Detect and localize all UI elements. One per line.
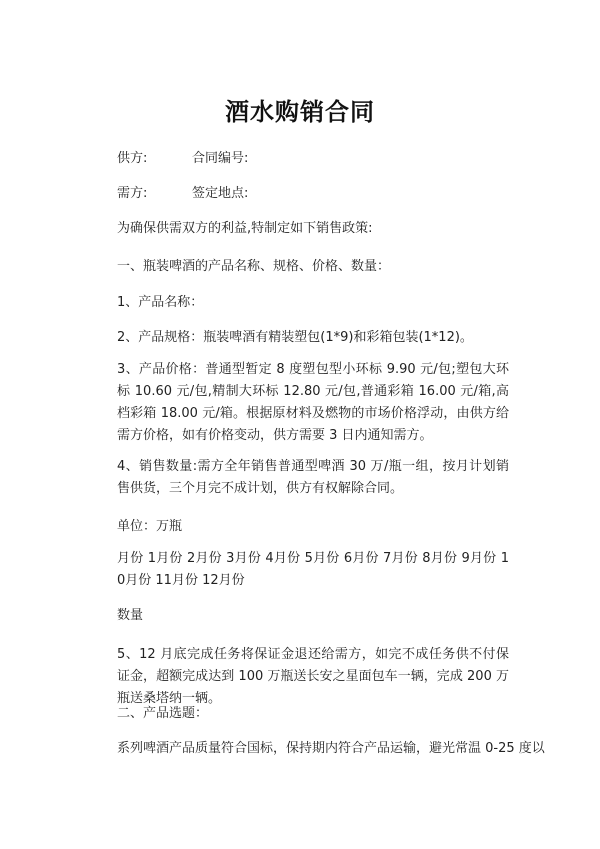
item-5: 5、12 月底完成任务将保证金退还给需方，如完不成任务供不付保证金，超额完成达到 100 万瓶送长安之星面包车一辆，完成 200 万瓶送桑塔纳一辆。 — [117, 647, 509, 706]
supplier-row — [117, 151, 248, 167]
item-4: 4、销售数量:需方全年销售普通型啤酒 30 万/瓶一组，按月计划销售供货，三个月完不成计划，供方有权解除合同。 — [117, 459, 509, 496]
section-1-heading: 一、瓶装啤酒的产品名称、规格、价格、数量： — [117, 259, 391, 274]
section-2-text: 系列啤酒产品质量符合国标，保持期内符合产品运输，避光常温 0-25 度以 — [117, 741, 545, 756]
section-2-heading: 二、产品选题： — [117, 706, 209, 721]
item-3: 3、产品价格：普通型暂定 8 度塑包型小环标 9.90 元/包;塑包大环标 10.60 元/包,精制大环标 12.80 元/包,普通彩箱 16.00 元/箱,高档彩箱 18.00 元/箱。根据原材料及燃物的市场价格浮动，由供方给需方价格，如有价格变动，供方需要 3 日内通知需方。 — [117, 362, 509, 443]
contract-no-label: 合同编号: — [192, 151, 249, 166]
buyer-label: 需方: — [117, 186, 148, 201]
item-1: 1、产品名称： — [117, 295, 204, 310]
sign-place-label: 签定地点: — [192, 186, 249, 201]
months-row: 月份 1月份 2月份 3月份 4月份 5月份 6月份 7月份 8月份 9月份 10月份 11月份 12月份 — [117, 551, 509, 588]
quantity-label: 数量 — [117, 608, 144, 623]
item-2: 2、产品规格：瓶装啤酒有精装塑包(1*9)和彩箱包装(1*12)。 — [117, 330, 473, 345]
supplier-label: 供方: — [117, 151, 148, 166]
unit-label: 单位：万瓶 — [117, 519, 183, 534]
document-title: 酒水购销合同 — [225, 98, 375, 126]
buyer-row — [117, 186, 248, 202]
intro-text: 为确保供需双方的利益,特制定如下销售政策: — [117, 221, 373, 236]
